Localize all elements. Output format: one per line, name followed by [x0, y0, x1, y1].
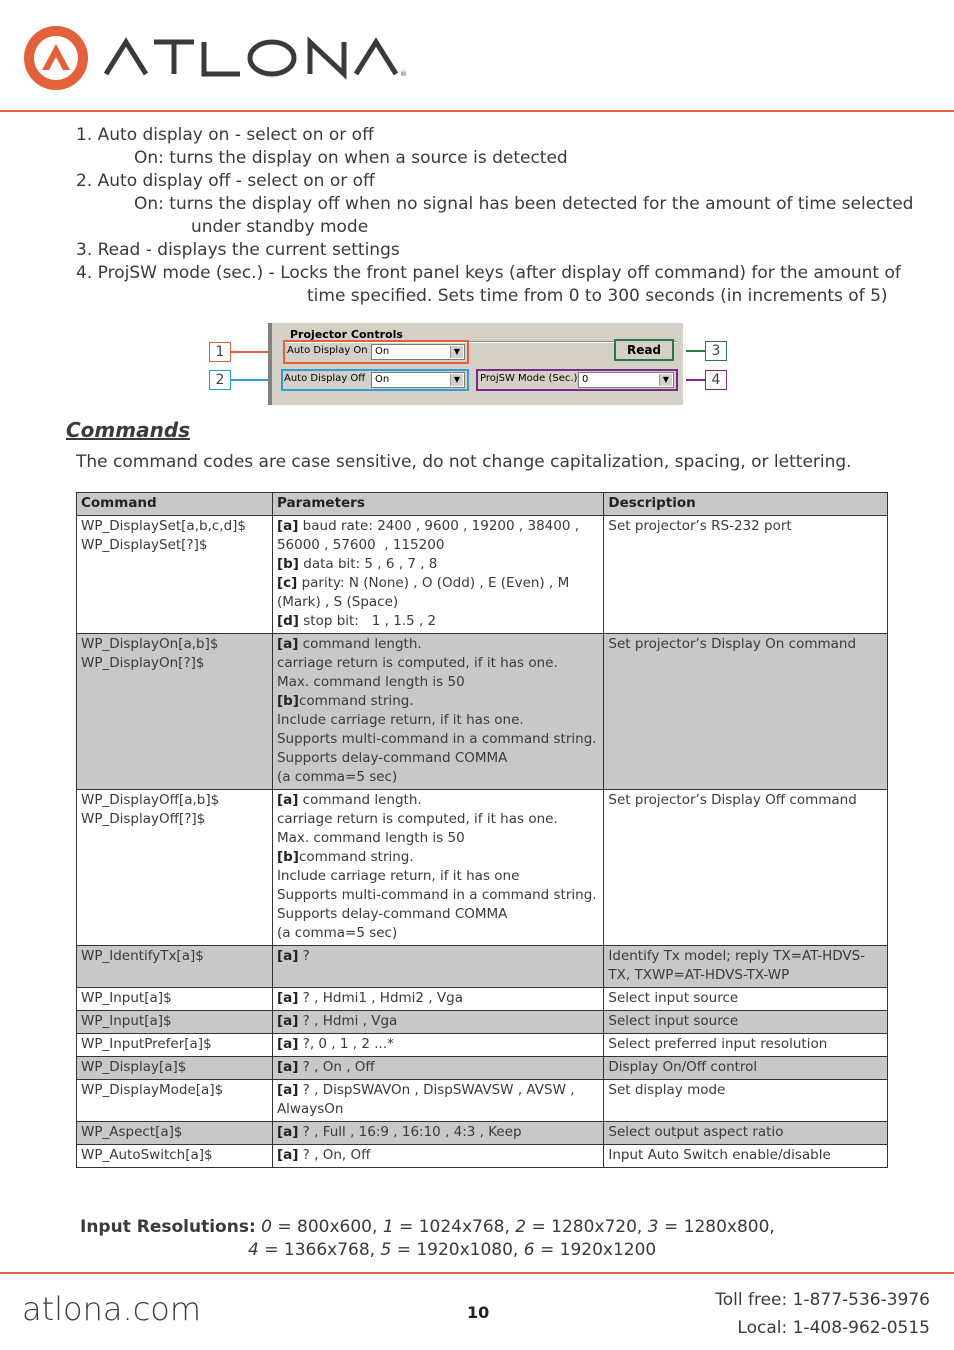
- command-code: WP_Display[a]$: [81, 1059, 187, 1075]
- resolutions-label: Input Resolutions:: [80, 1217, 256, 1237]
- parameter-text: Include carriage return, if it has one: [276, 868, 520, 884]
- description-cell: Set display mode: [604, 1080, 888, 1122]
- read-button[interactable]: Read: [614, 339, 674, 361]
- command-code: WP_Input[a]$: [81, 990, 172, 1006]
- parameter-text: carriage return is computed, if it has one.: [276, 811, 558, 827]
- parameter-text: ? , On , Off: [298, 1059, 375, 1075]
- parameter-key: [d]: [276, 613, 299, 629]
- parameter-line: [277, 886, 599, 905]
- command-code: WP_Input[a]$: [81, 1013, 172, 1029]
- command-code: WP_DisplaySet[?]$: [81, 537, 208, 553]
- callout-4: 4: [705, 370, 727, 390]
- parameter-text: Include carriage return, if it has one.: [276, 712, 524, 728]
- callout-2: 2: [209, 370, 231, 390]
- command-cell: [77, 1034, 273, 1057]
- page-number: 10: [467, 1303, 490, 1322]
- resolutions-line-2: [80, 1239, 775, 1262]
- parameter-text: baud rate: 2400 , 9600 , 19200 , 38400 , 56000 , 57600 , 115200: [276, 518, 584, 553]
- table-row: [77, 1057, 888, 1080]
- parameter-line: [277, 905, 599, 924]
- command-code: WP_DisplayOn[?]$: [81, 655, 205, 671]
- parameter-line: [277, 555, 599, 574]
- parameter-text: command length.: [298, 792, 422, 808]
- callout-3: 3: [705, 341, 727, 361]
- parameter-key: [a]: [276, 1124, 299, 1140]
- parameter-text: ? , On, Off: [298, 1147, 371, 1163]
- parameter-line: [277, 749, 599, 768]
- chevron-down-icon[interactable]: ▼: [450, 374, 463, 386]
- parameter-key: [b]: [276, 693, 299, 709]
- parameter-line: [277, 1146, 599, 1165]
- table-body: [77, 516, 888, 1168]
- input-resolutions: [80, 1216, 775, 1262]
- resolution-index: 5: [380, 1240, 392, 1260]
- parameter-line: [277, 654, 599, 673]
- parameters-cell: [272, 1034, 603, 1057]
- description-cell: Select input source: [604, 988, 888, 1011]
- parameter-line: [277, 848, 599, 867]
- auto-display-on-label: Auto Display On: [287, 345, 368, 356]
- instruction-2-detail-cont: under standby mode: [191, 217, 369, 237]
- parameter-key: [a]: [276, 636, 299, 652]
- command-code: WP_DisplayMode[a]$: [81, 1082, 224, 1098]
- projector-controls-panel: [268, 323, 686, 405]
- parameters-cell: [272, 988, 603, 1011]
- instruction-3: 3. Read - displays the current settings: [76, 240, 400, 260]
- parameter-text: Max. command length is 50: [276, 674, 465, 690]
- parameter-text: command string.: [298, 693, 414, 709]
- parameters-cell: [272, 1080, 603, 1122]
- parameter-line: [277, 867, 599, 886]
- auto-display-off-label: Auto Display Off: [284, 373, 366, 384]
- instruction-2: 2. Auto display off - select on or off: [76, 171, 375, 191]
- parameter-text: ? , Hdmi , Vga: [298, 1013, 398, 1029]
- resolutions-values-1: [261, 1217, 775, 1237]
- parameter-text: command length.: [298, 636, 422, 652]
- auto-display-off-value: On: [375, 374, 390, 385]
- parameter-key: [a]: [276, 792, 299, 808]
- parameter-line: [277, 635, 599, 654]
- resolution-value: = 1366x768,: [258, 1240, 381, 1260]
- chevron-down-icon[interactable]: ▼: [659, 374, 672, 386]
- instruction-4: 4. ProjSW mode (sec.) - Locks the front panel keys (after display off command) for the amount of: [76, 263, 901, 283]
- parameters-cell: [272, 1011, 603, 1034]
- instruction-4-detail: time specified. Sets time from 0 to 300 seconds (in increments of 5): [307, 286, 888, 306]
- parameters-cell: [272, 634, 603, 790]
- parameter-key: [c]: [276, 575, 298, 591]
- parameter-text: data bit: 5 , 6 , 7 , 8: [298, 556, 438, 572]
- resolution-index: 3: [647, 1217, 659, 1237]
- parameter-line: [277, 924, 599, 943]
- parameter-key: [b]: [276, 849, 299, 865]
- command-code: WP_IdentifyTx[a]$: [81, 948, 204, 964]
- description-cell: Set projector’s RS-232 port: [604, 516, 888, 634]
- instruction-1-detail: On: turns the display on when a source is detected: [134, 148, 568, 168]
- parameter-line: [277, 730, 599, 749]
- projsw-mode-select[interactable]: [578, 372, 674, 388]
- command-code: WP_DisplaySet[a,b,c,d]$: [81, 518, 246, 534]
- commands-heading: Commands: [66, 418, 191, 442]
- parameter-text: Supports delay-command COMMA: [276, 750, 508, 766]
- projsw-mode-value: 0: [582, 374, 589, 385]
- parameter-line: [277, 574, 599, 612]
- command-cell: [77, 1080, 273, 1122]
- command-cell: [77, 1011, 273, 1034]
- command-cell: [77, 516, 273, 634]
- parameter-key: [a]: [276, 1147, 299, 1163]
- parameter-text: ?: [298, 948, 310, 964]
- panel-title: Projector Controls: [290, 328, 403, 341]
- parameter-line: [277, 947, 599, 966]
- parameter-text: ? , Full , 16:9 , 16:10 , 4:3 , Keep: [298, 1124, 522, 1140]
- commands-intro: The command codes are case sensitive, do not change capitalization, spacing, or lettering.: [76, 452, 852, 472]
- parameter-line: [277, 692, 599, 711]
- command-cell: [77, 946, 273, 988]
- command-cell: [77, 988, 273, 1011]
- parameter-text: Max. command length is 50: [276, 830, 465, 846]
- parameter-line: [277, 989, 599, 1008]
- header-parameters: Parameters: [272, 493, 603, 516]
- parameter-key: [a]: [276, 1013, 299, 1029]
- resolution-value: = 1920x1080,: [391, 1240, 524, 1260]
- header-description: Description: [604, 493, 888, 516]
- table-row: [77, 1122, 888, 1145]
- command-code: WP_Aspect[a]$: [81, 1124, 183, 1140]
- command-cell: [77, 790, 273, 946]
- parameters-cell: [272, 1122, 603, 1145]
- parameter-key: [a]: [276, 1059, 299, 1075]
- parameter-line: [277, 612, 599, 631]
- instruction-2-detail: On: turns the display off when no signal has been detected for the amount of time selected: [134, 194, 914, 214]
- parameter-text: Supports multi-command in a command string.: [276, 731, 597, 747]
- parameter-key: [a]: [276, 518, 299, 534]
- parameter-text: (a comma=5 sec): [276, 769, 398, 785]
- parameter-text: ?, 0 , 1 , 2 ...*: [298, 1036, 394, 1052]
- table-row: [77, 1011, 888, 1034]
- parameter-key: [a]: [276, 990, 299, 1006]
- resolution-index: 2: [515, 1217, 527, 1237]
- description-cell: Input Auto Switch enable/disable: [604, 1145, 888, 1168]
- parameter-text: Supports delay-command COMMA: [276, 906, 508, 922]
- command-cell: [77, 1057, 273, 1080]
- parameter-line: [277, 517, 599, 555]
- parameter-line: [277, 673, 599, 692]
- svg-text:®: ®: [400, 70, 407, 78]
- resolution-value: = 1280x800,: [658, 1217, 775, 1237]
- table-row: [77, 516, 888, 634]
- header-command: Command: [77, 493, 273, 516]
- footer-site: atlona.com: [22, 1290, 202, 1328]
- resolution-index: 4: [248, 1240, 259, 1260]
- parameter-line: [277, 1012, 599, 1031]
- table-row: [77, 634, 888, 790]
- parameter-text: carriage return is computed, if it has one.: [276, 655, 558, 671]
- parameter-line: [277, 1123, 599, 1142]
- table-row: [77, 1145, 888, 1168]
- description-cell: Select input source: [604, 1011, 888, 1034]
- description-cell: Select output aspect ratio: [604, 1122, 888, 1145]
- atlona-logo: [22, 24, 442, 96]
- command-code: WP_DisplayOff[a,b]$: [81, 792, 220, 808]
- parameter-line: [277, 768, 599, 787]
- description-cell: Identify Tx model; reply TX=AT-HDVS-TX, TXWP=AT-HDVS-TX-WP: [604, 946, 888, 988]
- parameter-line: [277, 829, 599, 848]
- chevron-down-icon[interactable]: ▼: [450, 346, 463, 358]
- callout-1: 1: [209, 342, 231, 362]
- parameter-line: [277, 810, 599, 829]
- parameter-key: [b]: [276, 556, 299, 572]
- command-code: WP_InputPrefer[a]$: [81, 1036, 212, 1052]
- command-code: WP_AutoSwitch[a]$: [81, 1147, 213, 1163]
- parameters-cell: [272, 1057, 603, 1080]
- table-row: [77, 790, 888, 946]
- parameter-line: [277, 1081, 599, 1119]
- parameter-text: (a comma=5 sec): [276, 925, 398, 941]
- parameters-cell: [272, 516, 603, 634]
- resolution-value: = 800x600,: [271, 1217, 383, 1237]
- parameter-key: [a]: [276, 1036, 299, 1052]
- parameter-line: [277, 1058, 599, 1077]
- instruction-1: 1. Auto display on - select on or off: [76, 125, 374, 145]
- table-row: [77, 1080, 888, 1122]
- parameter-text: command string.: [298, 849, 414, 865]
- command-code: WP_DisplayOff[?]$: [81, 811, 206, 827]
- footer-rule: [0, 1272, 954, 1274]
- parameter-text: parity: N (None) , O (Odd) , E (Even) , M (Mark) , S (Space): [276, 575, 574, 610]
- resolution-value: = 1024x768,: [393, 1217, 516, 1237]
- parameters-cell: [272, 946, 603, 988]
- auto-display-on-value: On: [375, 346, 390, 357]
- parameter-line: [277, 711, 599, 730]
- description-cell: Set projector’s Display On command: [604, 634, 888, 790]
- parameters-cell: [272, 790, 603, 946]
- parameter-key: [a]: [276, 1082, 299, 1098]
- table-row: [77, 946, 888, 988]
- command-cell: [77, 1122, 273, 1145]
- tollfree-number: Toll free: 1-877-536-3976: [715, 1290, 930, 1310]
- table-row: [77, 1034, 888, 1057]
- local-number: Local: 1-408-962-0515: [737, 1318, 930, 1338]
- parameter-text: stop bit: 1 , 1.5 , 2: [298, 613, 437, 629]
- parameter-line: [277, 1035, 599, 1054]
- resolution-value: = 1280x720,: [526, 1217, 648, 1237]
- resolution-index: 0: [261, 1217, 272, 1237]
- resolution-value: = 1920x1200: [534, 1240, 657, 1260]
- auto-display-on-select[interactable]: [371, 344, 465, 360]
- header-rule: [0, 110, 954, 112]
- table-header-row: [77, 493, 888, 516]
- parameter-text: Supports multi-command in a command string.: [276, 887, 597, 903]
- description-cell: Display On/Off control: [604, 1057, 888, 1080]
- command-cell: [77, 1145, 273, 1168]
- parameter-text: ? , Hdmi1 , Hdmi2 , Vga: [298, 990, 463, 1006]
- parameters-cell: [272, 1145, 603, 1168]
- resolutions-line-1: [80, 1216, 775, 1239]
- description-cell: Set projector’s Display Off command: [604, 790, 888, 946]
- resolution-index: 1: [382, 1217, 394, 1237]
- auto-display-off-select[interactable]: [371, 372, 465, 388]
- description-cell: Select preferred input resolution: [604, 1034, 888, 1057]
- resolution-index: 6: [523, 1240, 535, 1260]
- instructions-list: [76, 124, 916, 308]
- command-code: WP_DisplayOn[a,b]$: [81, 636, 219, 652]
- parameter-line: [277, 791, 599, 810]
- parameter-key: [a]: [276, 948, 299, 964]
- parameter-text: ? , DispSWAVOn , DispSWAVSW , AVSW , AlwaysOn: [276, 1082, 579, 1117]
- projsw-mode-label: ProjSW Mode (Sec.): [480, 373, 578, 384]
- table-row: [77, 988, 888, 1011]
- footer-contact: [715, 1286, 930, 1342]
- command-cell: [77, 634, 273, 790]
- commands-table: [76, 492, 888, 1168]
